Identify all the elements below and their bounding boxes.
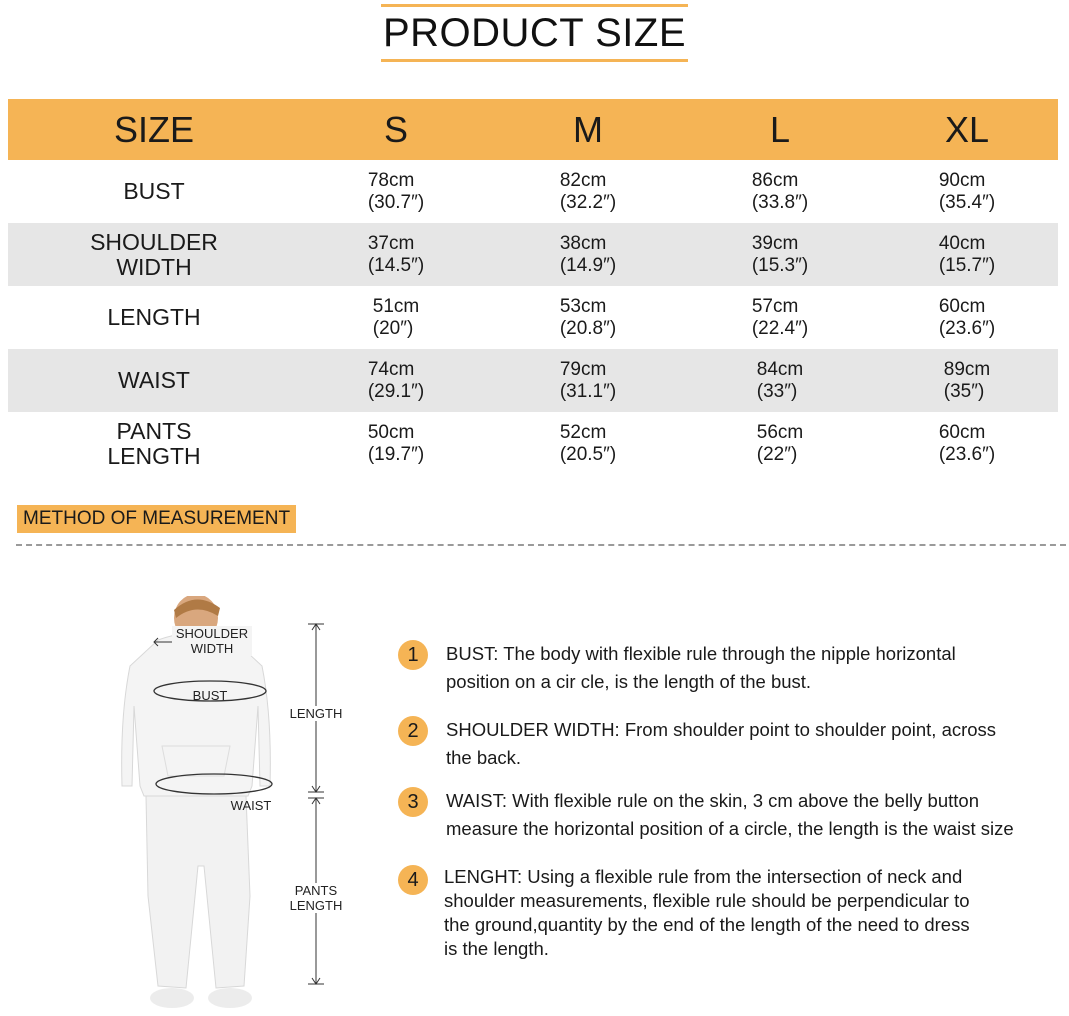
measurement-value [560, 296, 616, 340]
measurement-value [944, 359, 990, 403]
header-xl: XL [876, 99, 1058, 160]
measurement-figure [100, 596, 360, 1011]
inch-value: (14.5″) [367, 254, 425, 276]
size-cell [300, 412, 492, 475]
size-table [8, 99, 1058, 475]
step-waist [398, 787, 1014, 843]
cm-value: 51cm [372, 295, 420, 317]
row-label-cell [8, 412, 300, 475]
measurement-value [939, 233, 995, 277]
row-label-cell [8, 160, 300, 223]
measurement-value [939, 296, 995, 340]
inch-value: (35.4″) [938, 191, 996, 213]
size-cell [684, 286, 876, 349]
dashed-divider [16, 544, 1066, 546]
row-label: LENGTH [107, 304, 201, 330]
row-label: PANTS LENGTH [107, 417, 201, 469]
length-label: LENGTH [284, 706, 348, 721]
size-cell [300, 286, 492, 349]
inch-value: (35″) [943, 380, 985, 402]
size-cell [684, 349, 876, 412]
measurement-value [560, 359, 616, 403]
inch-value: (30.7″) [367, 191, 425, 213]
cm-value: 84cm [756, 358, 804, 380]
step-shoulder-width [398, 716, 996, 772]
size-cell [876, 160, 1058, 223]
step-length [398, 865, 970, 961]
step-number-badge: 3 [398, 787, 428, 817]
step-text: BUST: The body with flexible rule through the nipple horizontal position on a cir cle, is the length of the bust. [446, 643, 956, 692]
title-banner [381, 4, 688, 62]
size-cell [876, 349, 1058, 412]
inch-value: (19.7″) [367, 443, 425, 465]
row-label-cell [8, 349, 300, 412]
table-row [8, 160, 1058, 223]
inch-value: (23.6″) [938, 443, 996, 465]
measurement-value [939, 170, 995, 214]
size-cell [684, 160, 876, 223]
table-row [8, 223, 1058, 286]
step-bust [398, 640, 956, 696]
measurement-value [368, 359, 424, 403]
cm-value: 57cm [751, 295, 799, 317]
size-cell [684, 223, 876, 286]
size-cell [300, 349, 492, 412]
size-cell [300, 160, 492, 223]
measurement-value [560, 233, 616, 277]
row-label-cell [8, 286, 300, 349]
cm-value: 78cm [367, 169, 415, 191]
size-cell [876, 286, 1058, 349]
inch-value: (29.1″) [367, 380, 425, 402]
size-cell [492, 412, 684, 475]
inch-value: (20.5″) [559, 443, 617, 465]
size-cell [684, 412, 876, 475]
inch-value: (22.4″) [751, 317, 809, 339]
measurement-value [939, 422, 995, 466]
inch-value: (33.8″) [751, 191, 809, 213]
inch-value: (20″) [372, 317, 414, 339]
row-label: WAIST [118, 367, 190, 393]
size-cell [876, 412, 1058, 475]
size-header-row [8, 99, 1058, 160]
cm-value: 39cm [751, 232, 799, 254]
cm-value: 79cm [559, 358, 607, 380]
inch-value: (20.8″) [559, 317, 617, 339]
measurement-value [757, 359, 803, 403]
header-size: SIZE [8, 99, 300, 160]
size-cell [876, 223, 1058, 286]
header-l: L [684, 99, 876, 160]
bust-label: BUST [192, 688, 228, 703]
cm-value: 74cm [367, 358, 415, 380]
pants-length-label: PANTS LENGTH [284, 883, 348, 913]
measurement-value [368, 233, 424, 277]
size-cell [492, 223, 684, 286]
size-cell [492, 160, 684, 223]
method-of-measurement-label: METHOD OF MEASUREMENT [17, 505, 296, 533]
measurement-value [752, 233, 808, 277]
shoulder-width-label: SHOULDER WIDTH [172, 626, 252, 656]
step-text: SHOULDER WIDTH: From shoulder point to shoulder point, across the back. [446, 719, 997, 768]
step-text: LENGHT: Using a flexible rule from the intersection of neck and shoulder measurements, flexible rule should be perpendicular to the ground,quantity by the end of the length of the need to dress is the length. [444, 866, 970, 959]
step-number-badge: 1 [398, 640, 428, 670]
table-row [8, 412, 1058, 475]
header-s: S [300, 99, 492, 160]
measurement-value [560, 170, 616, 214]
size-cell [300, 223, 492, 286]
size-cell [492, 286, 684, 349]
cm-value: 86cm [751, 169, 799, 191]
header-m: M [492, 99, 684, 160]
step-number-badge: 2 [398, 716, 428, 746]
measurement-value [373, 296, 419, 340]
measurement-value [752, 170, 808, 214]
inch-value: (15.3″) [751, 254, 809, 276]
size-cell [492, 349, 684, 412]
cm-value: 82cm [559, 169, 607, 191]
table-row [8, 349, 1058, 412]
row-label: SHOULDER WIDTH [90, 228, 218, 280]
cm-value: 40cm [938, 232, 986, 254]
measurement-value [752, 296, 808, 340]
cm-value: 60cm [938, 295, 986, 317]
cm-value: 56cm [756, 421, 804, 443]
measurement-value [368, 170, 424, 214]
inch-value: (15.7″) [938, 254, 996, 276]
cm-value: 90cm [938, 169, 986, 191]
table-row [8, 286, 1058, 349]
waist-label: WAIST [230, 798, 272, 813]
cm-value: 60cm [938, 421, 986, 443]
inch-value: (32.2″) [559, 191, 617, 213]
inch-value: (22″) [756, 443, 798, 465]
step-text: WAIST: With flexible rule on the skin, 3 cm above the belly button measure the horizontal position of a circle, the length is the waist size [446, 790, 1014, 839]
row-label-cell [8, 223, 300, 286]
cm-value: 50cm [367, 421, 415, 443]
cm-value: 89cm [943, 358, 991, 380]
cm-value: 53cm [559, 295, 607, 317]
measurement-value [368, 422, 424, 466]
measurement-value [560, 422, 616, 466]
row-label: BUST [123, 178, 185, 204]
inch-value: (14.9″) [559, 254, 617, 276]
inch-value: (23.6″) [938, 317, 996, 339]
cm-value: 52cm [559, 421, 607, 443]
cm-value: 37cm [367, 232, 415, 254]
page-title: PRODUCT SIZE [382, 10, 687, 55]
cm-value: 38cm [559, 232, 607, 254]
measurement-value [757, 422, 803, 466]
step-number-badge: 4 [398, 865, 428, 895]
inch-value: (31.1″) [559, 380, 617, 402]
inch-value: (33″) [756, 380, 798, 402]
